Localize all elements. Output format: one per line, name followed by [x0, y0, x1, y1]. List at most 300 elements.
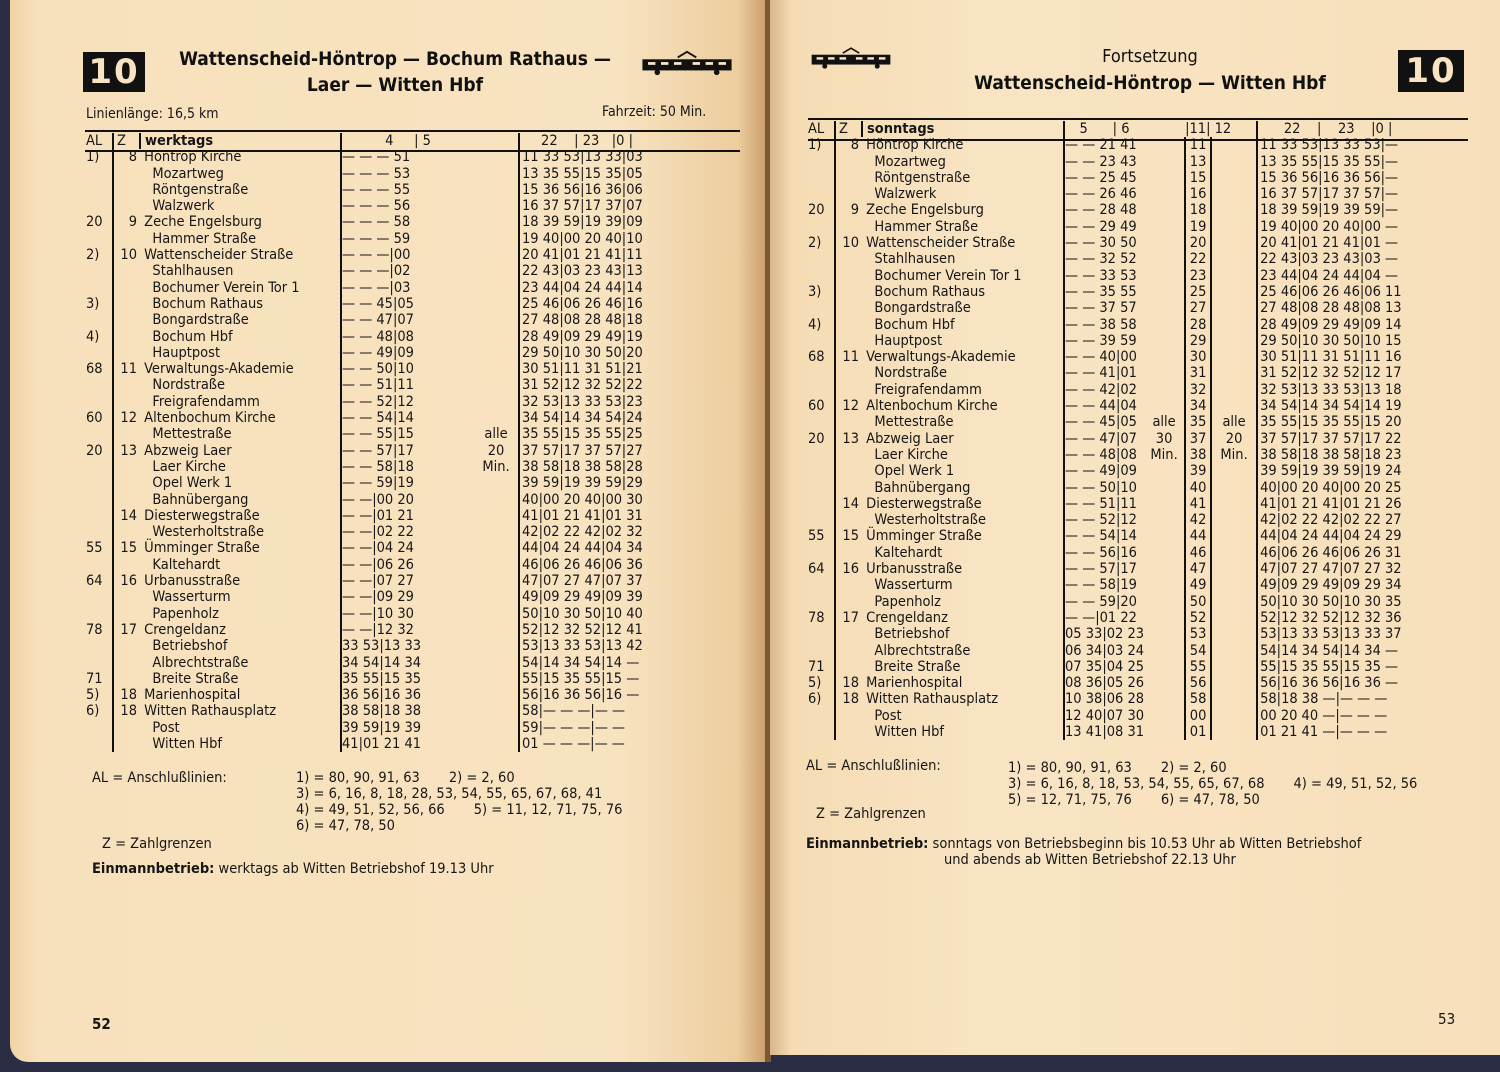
interval-note-2 — [1211, 675, 1257, 691]
zone-cell: 16 — [113, 573, 140, 589]
al-cell — [86, 394, 113, 410]
stop-name: Abzweig Laer — [862, 430, 954, 447]
timetable-row — [808, 251, 1418, 267]
timetable-row — [808, 186, 1418, 202]
zone-cell: 8 — [835, 137, 862, 153]
departures-11: 37 — [1185, 431, 1211, 447]
col-z: Z — [113, 133, 140, 149]
interval-note-1 — [1144, 512, 1185, 528]
stop-name: Wasserturm — [140, 589, 231, 606]
al-cell — [808, 382, 835, 398]
zone-cell: 14 — [113, 508, 140, 524]
departures-11: 41 — [1185, 496, 1211, 512]
stop-name: Laer Kirche — [140, 458, 226, 475]
interval-note — [474, 263, 519, 279]
al-cell — [86, 606, 113, 622]
departures-early: — — 39 59 — [1064, 333, 1144, 349]
interval-note-1 — [1144, 545, 1185, 561]
timetable-row — [808, 333, 1418, 349]
zone-cell — [835, 333, 862, 349]
departures-11: 32 — [1185, 382, 1211, 398]
zone-cell — [113, 312, 140, 328]
al-cell — [86, 312, 113, 328]
zone-cell — [113, 720, 140, 736]
timetable-row — [86, 166, 654, 182]
departures-11: 19 — [1185, 219, 1211, 235]
route-title-line1: Wattenscheid-Höntrop — Bochum Rathaus — — [179, 48, 611, 70]
stop-name: Hauptpost — [140, 344, 221, 361]
departures-11: 42 — [1185, 512, 1211, 528]
stop-name: Wattenscheider Straße — [140, 247, 294, 264]
page-number: 53 — [1438, 1010, 1456, 1028]
al-cell: 64 — [808, 561, 825, 578]
departures-early: — — —|02 — [341, 263, 474, 279]
legend-line: 6) = 47, 78, 50 — [296, 818, 395, 834]
interval-note — [474, 720, 519, 736]
stop-name: Witten Rathausplatz — [862, 691, 999, 708]
interval-note-1 — [1144, 365, 1185, 381]
al-cell: 78 — [808, 609, 825, 626]
legend-line: 1) = 80, 90, 91, 63 2) = 2, 60 — [296, 770, 515, 786]
stop-name: Bochum Rathaus — [862, 283, 986, 300]
tram-icon — [638, 50, 736, 76]
al-cell — [86, 475, 113, 491]
departures-late: 34 54|14 34 54|14 19 — [1257, 398, 1418, 414]
zone-cell — [113, 231, 140, 247]
departures-late: 55|15 35 55|15 — — [519, 671, 654, 687]
departures-late: 27 48|08 28 48|18 — [519, 312, 654, 328]
departures-early: 13 41|08 31 — [1065, 723, 1145, 740]
stop-name: Zeche Engelsburg — [862, 202, 984, 219]
departures-early: — — — 53 — [341, 166, 474, 182]
col-interval — [474, 133, 519, 149]
interval-note — [474, 329, 519, 345]
interval-note-2 — [1211, 398, 1257, 414]
departures-early: — — 48|08 — [1064, 447, 1144, 463]
timetable-row — [808, 349, 1418, 365]
stop-name: Höntrop Kirche — [140, 149, 242, 166]
departures-early: — — 56|16 — [1064, 545, 1144, 561]
stop-name: Bongardstraße — [862, 300, 971, 317]
interval-note-2 — [1211, 545, 1257, 561]
zone-cell — [835, 219, 862, 235]
timetable-row — [808, 480, 1418, 496]
route-title-text: Wattenscheid-Höntrop — Witten Hbf — [974, 72, 1326, 94]
departures-early: — — 59|20 — [1064, 594, 1144, 610]
timetable-row — [86, 622, 654, 638]
al-cell — [86, 459, 113, 475]
departures-late: 25 46|06 26 46|06 11 — [1257, 284, 1418, 300]
connection-lines — [1008, 760, 1417, 808]
timetable-row — [86, 377, 654, 393]
departures-early: — — 52|12 — [1064, 512, 1144, 528]
zone-cell — [113, 589, 140, 605]
zone-cell: 17 — [113, 622, 140, 638]
departures-late: 46|06 26 46|06 26 31 — [1257, 545, 1418, 561]
departures-11: 56 — [1185, 675, 1211, 691]
departures-early: — — 30 50 — [1064, 235, 1144, 251]
departures-early: — —|02 22 — [341, 524, 474, 540]
interval-note-2 — [1211, 154, 1257, 170]
al-cell — [86, 198, 113, 214]
timetable-row — [86, 149, 654, 165]
departures-11: 50 — [1185, 594, 1211, 610]
zone-cell: 11 — [113, 361, 140, 377]
zone-legend: Z = Zahlgrenzen — [816, 806, 926, 822]
departures-early: 06 34|03 24 — [1065, 642, 1145, 659]
timetable-row — [808, 284, 1418, 300]
interval-note-2 — [1211, 480, 1257, 496]
zone-cell: 9 — [113, 214, 140, 230]
stop-name: Crengeldanz — [140, 621, 226, 638]
timetable-row — [86, 638, 654, 654]
interval-note-2 — [1211, 349, 1257, 365]
zone-cell — [835, 284, 862, 300]
zone-cell — [835, 170, 862, 186]
interval-note-2 — [1211, 186, 1257, 202]
zone-cell: 18 — [835, 675, 862, 691]
interval-note-1 — [1144, 610, 1185, 626]
legend-line: 5) = 12, 71, 75, 76 6) = 47, 78, 50 — [1008, 792, 1260, 808]
col-hours-4-5: 4 | 5 — [341, 133, 474, 149]
departures-early: — —|01 22 — [1064, 610, 1144, 626]
zone-cell — [113, 492, 140, 508]
departures-11: 52 — [1185, 610, 1211, 626]
departures-early: — — — 59 — [341, 231, 474, 247]
departures-late: 35 55|15 35 55|15 20 — [1257, 414, 1418, 430]
departures-late: 49|09 29 49|09 39 — [519, 589, 654, 605]
interval-note: 20 — [487, 442, 505, 459]
departures-late: 41|01 21 41|01 31 — [519, 508, 654, 524]
departures-early: — — 49|09 — [341, 345, 474, 361]
al-cell — [86, 524, 113, 540]
al-cell — [808, 447, 835, 463]
departures-early: 12 40|07 30 — [1065, 707, 1145, 724]
departures-late: 11 33 53|13 33 53|— — [1257, 137, 1418, 153]
interval-note: Min. — [482, 458, 510, 475]
departures-early: — — 40|00 — [1064, 349, 1144, 365]
departures-11: 30 — [1185, 349, 1211, 365]
interval-note-2 — [1211, 626, 1257, 642]
timetable-row — [808, 398, 1418, 414]
departures-11: 27 — [1185, 300, 1211, 316]
al-cell — [808, 414, 835, 430]
timetable-row — [86, 589, 654, 605]
stop-name: Betriebshof — [140, 638, 228, 655]
interval-note-1 — [1144, 349, 1185, 365]
al-cell — [86, 589, 113, 605]
line-length: Linienlänge: 16,5 km — [86, 106, 219, 122]
departures-late: 58|— — —|— — — [519, 703, 654, 719]
timetable-row — [86, 540, 654, 556]
stop-name: Freigrafendamm — [140, 393, 260, 410]
col-day: sonntags — [862, 121, 1064, 137]
zone-cell: 10 — [835, 235, 862, 251]
timetable-row — [808, 610, 1418, 626]
stop-name: Altenbochum Kirche — [862, 398, 998, 415]
al-cell — [808, 512, 835, 528]
stop-name: Breite Straße — [862, 658, 961, 675]
interval-note — [474, 247, 519, 263]
interval-note-1 — [1144, 398, 1185, 414]
departures-late: 19 40|00 20 40|10 — [519, 231, 654, 247]
zone-cell — [113, 671, 140, 687]
interval-note-2: 20 — [1225, 430, 1243, 447]
al-cell: 68 — [86, 361, 103, 378]
zone-cell — [113, 198, 140, 214]
departures-late: 39 59|19 39 59|29 — [519, 475, 654, 491]
timetable-row — [808, 463, 1418, 479]
departures-late: 34 54|14 34 54|24 — [519, 410, 654, 426]
interval-note-2 — [1211, 594, 1257, 610]
departures-early: — — 51|11 — [1064, 496, 1144, 512]
stop-name: Marienhospital — [862, 675, 963, 692]
stop-name: Albrechtstraße — [862, 642, 971, 659]
departures-late: 40|00 20 40|00 20 25 — [1257, 480, 1418, 496]
stop-name: Post — [862, 707, 902, 724]
interval-note — [474, 361, 519, 377]
departures-early: — — 29 49 — [1064, 219, 1144, 235]
departures-late: 47|07 27 47|07 37 — [519, 573, 654, 589]
al-cell — [808, 219, 835, 235]
legend-line: 1) = 80, 90, 91, 63 2) = 2, 60 — [1008, 760, 1227, 776]
stop-name: Hauptpost — [862, 332, 943, 349]
departures-late: 15 36 56|16 36 56|— — [1257, 170, 1418, 186]
interval-note-2 — [1211, 512, 1257, 528]
interval-note-1 — [1144, 708, 1185, 724]
interval-note-1 — [1144, 724, 1185, 740]
zone-cell — [113, 345, 140, 361]
departures-late: 44|04 24 44|04 24 29 — [1257, 528, 1418, 544]
interval-note — [474, 492, 519, 508]
departures-early: — — 41|01 — [1064, 365, 1144, 381]
zone-cell — [835, 300, 862, 316]
zone-cell — [835, 724, 862, 740]
zone-cell — [835, 594, 862, 610]
al-cell — [86, 426, 113, 442]
interval-note-2 — [1211, 300, 1257, 316]
al-cell — [808, 496, 835, 512]
timetable-header — [808, 121, 1418, 137]
timetable-row — [808, 414, 1418, 430]
zone-legend: Z = Zahlgrenzen — [102, 836, 212, 852]
departures-early: 08 36|05 26 — [1065, 675, 1145, 692]
stop-name: Mozartweg — [140, 165, 224, 182]
departures-early: — — — 58 — [341, 214, 474, 230]
departures-early: — — 50|10 — [341, 361, 474, 377]
stop-name: Papenholz — [862, 593, 941, 610]
route-title — [940, 44, 1360, 96]
departures-11: 25 — [1185, 284, 1211, 300]
timetable-row — [86, 720, 654, 736]
zone-cell — [113, 557, 140, 573]
timetable-row — [86, 655, 654, 671]
departures-11: 47 — [1185, 561, 1211, 577]
interval-note — [474, 410, 519, 426]
al-cell — [86, 345, 113, 361]
interval-note — [474, 622, 519, 638]
interval-note-1 — [1144, 284, 1185, 300]
page-left — [10, 0, 768, 1062]
zone-cell: 10 — [113, 247, 140, 263]
timetable-row — [808, 528, 1418, 544]
departures-early: — — 35 55 — [1064, 284, 1144, 300]
sunday-timetable — [808, 121, 1418, 740]
timetable-row — [86, 410, 654, 426]
departures-early: — — — 56 — [341, 198, 474, 214]
interval-note — [474, 280, 519, 296]
legend-label: AL = Anschlußlinien: — [92, 770, 227, 786]
departures-late: 32 53|13 33 53|13 18 — [1257, 382, 1418, 398]
zone-cell — [835, 659, 862, 675]
timetable-row — [808, 594, 1418, 610]
departures-late: 35 55|15 35 55|25 — [519, 426, 654, 442]
stop-name: Bochum Hbf — [862, 316, 955, 333]
al-cell: 6) — [808, 691, 822, 708]
departures-early: — — 47|07 — [1064, 431, 1144, 447]
interval-note-1 — [1144, 643, 1185, 659]
al-cell — [808, 577, 835, 593]
al-cell: 60 — [808, 398, 825, 415]
interval-note — [474, 671, 519, 687]
departures-early: 05 33|02 23 — [1065, 626, 1145, 643]
al-cell — [808, 480, 835, 496]
interval-note-1 — [1144, 235, 1185, 251]
departures-late: 32 53|13 33 53|23 — [519, 394, 654, 410]
departures-late: 53|13 33 53|13 42 — [519, 638, 654, 654]
zone-cell — [835, 382, 862, 398]
stop-name: Albrechtstraße — [140, 654, 249, 671]
departures-early: — —|00 20 — [341, 492, 474, 508]
departures-early: — — 47|07 — [341, 312, 474, 328]
interval-note-1 — [1144, 186, 1185, 202]
departures-late: 00 20 40 —|— — — — [1257, 708, 1418, 724]
interval-note: alle — [484, 426, 508, 443]
one-man-text-1: sonntags von Betriebsbeginn bis 10.53 Uhr ab Witten Betriebshof — [932, 836, 1362, 852]
departures-late: 42|02 22 42|02 32 — [519, 524, 654, 540]
interval-note-1: 30 — [1155, 430, 1173, 447]
timetable-row — [86, 345, 654, 361]
departures-late: 49|09 29 49|09 29 34 — [1257, 577, 1418, 593]
departures-11: 15 — [1185, 170, 1211, 186]
interval-note-2 — [1211, 365, 1257, 381]
departures-early: — — 42|02 — [1064, 382, 1144, 398]
al-cell — [808, 186, 835, 202]
open-timetable-book — [6, 0, 1500, 1062]
departures-early: — — 37 57 — [1064, 300, 1144, 316]
timetable-row — [808, 235, 1418, 251]
interval-note-2 — [1211, 235, 1257, 251]
departures-late: 56|16 36 56|16 — — [519, 687, 654, 703]
al-cell: 68 — [808, 349, 825, 366]
zone-cell — [835, 708, 862, 724]
interval-note-2 — [1211, 317, 1257, 333]
interval-note — [474, 687, 519, 703]
departures-late: 40|00 20 40|00 30 — [519, 492, 654, 508]
departures-early: — — 32 52 — [1064, 251, 1144, 267]
interval-note-1: Min. — [1150, 446, 1178, 463]
interval-note-1 — [1144, 317, 1185, 333]
zone-cell — [835, 268, 862, 284]
zone-cell — [835, 414, 862, 430]
departures-late: 50|10 30 50|10 30 35 — [1257, 594, 1418, 610]
stop-name: Post — [140, 719, 180, 736]
stop-name: Höntrop Kirche — [862, 137, 964, 154]
zone-cell — [113, 524, 140, 540]
al-cell: 71 — [808, 658, 825, 675]
al-cell: 3) — [86, 295, 100, 312]
departures-late: 29 50|10 30 50|20 — [519, 345, 654, 361]
stop-name: Röntgenstraße — [140, 181, 249, 198]
stop-name: Stahlhausen — [862, 251, 956, 268]
interval-note — [474, 198, 519, 214]
legend-line: 3) = 6, 16, 8, 18, 28, 53, 54, 55, 65, 67, 68, 41 — [296, 786, 603, 802]
zone-cell: 8 — [113, 149, 140, 165]
departures-late: 38 58|18 38 58|18 23 — [1257, 447, 1418, 463]
stop-name: Witten Hbf — [140, 735, 222, 752]
departures-early: — — 44|04 — [1064, 398, 1144, 414]
zone-cell: 9 — [835, 202, 862, 218]
departures-early: — — 33 53 — [1064, 268, 1144, 284]
departures-early: — — 21 41 — [1064, 137, 1144, 153]
timetable-row — [808, 691, 1418, 707]
departures-early: — — 45|05 — [341, 296, 474, 312]
departures-early: — — 49|09 — [1064, 463, 1144, 479]
interval-note-1 — [1144, 333, 1185, 349]
al-cell — [808, 154, 835, 170]
zone-cell — [835, 365, 862, 381]
departures-early: — — 54|14 — [1064, 528, 1144, 544]
stop-name: Verwaltungs-Akademie — [862, 349, 1016, 366]
connection-lines — [296, 770, 622, 834]
timetable-row — [808, 675, 1418, 691]
departures-11: 39 — [1185, 463, 1211, 479]
al-cell — [86, 508, 113, 524]
al-cell — [86, 182, 113, 198]
timetable-row — [86, 312, 654, 328]
interval-note — [474, 214, 519, 230]
departures-11: 00 — [1185, 708, 1211, 724]
interval-note — [474, 606, 519, 622]
stop-name: Ümminger Straße — [862, 528, 982, 545]
zone-cell: 15 — [113, 540, 140, 556]
interval-note-2 — [1211, 561, 1257, 577]
timetable-row — [86, 280, 654, 296]
interval-note-1 — [1144, 626, 1185, 642]
stop-name: Mettestraße — [140, 426, 232, 443]
timetable-row — [808, 447, 1418, 463]
al-cell: 1) — [808, 137, 822, 154]
departures-11: 01 — [1185, 724, 1211, 740]
zone-cell — [113, 736, 140, 752]
interval-note — [474, 166, 519, 182]
timetable-row — [86, 557, 654, 573]
stop-name: Wasserturm — [862, 577, 953, 594]
col-hours-22-0: 22 | 23 |0 | — [1257, 121, 1418, 137]
al-cell: 78 — [86, 621, 103, 638]
al-cell: 60 — [86, 410, 103, 427]
al-cell — [808, 626, 835, 642]
stop-name: Betriebshof — [862, 626, 950, 643]
departures-11: 11 — [1185, 137, 1211, 153]
departures-11: 35 — [1185, 414, 1211, 430]
timetable-row — [808, 545, 1418, 561]
departures-early: — — 23 43 — [1064, 154, 1144, 170]
departures-11: 55 — [1185, 659, 1211, 675]
timetable-row — [86, 361, 654, 377]
departures-late: 54|14 34 54|14 34 — — [1257, 643, 1418, 659]
stop-name: Urbanusstraße — [862, 561, 963, 578]
